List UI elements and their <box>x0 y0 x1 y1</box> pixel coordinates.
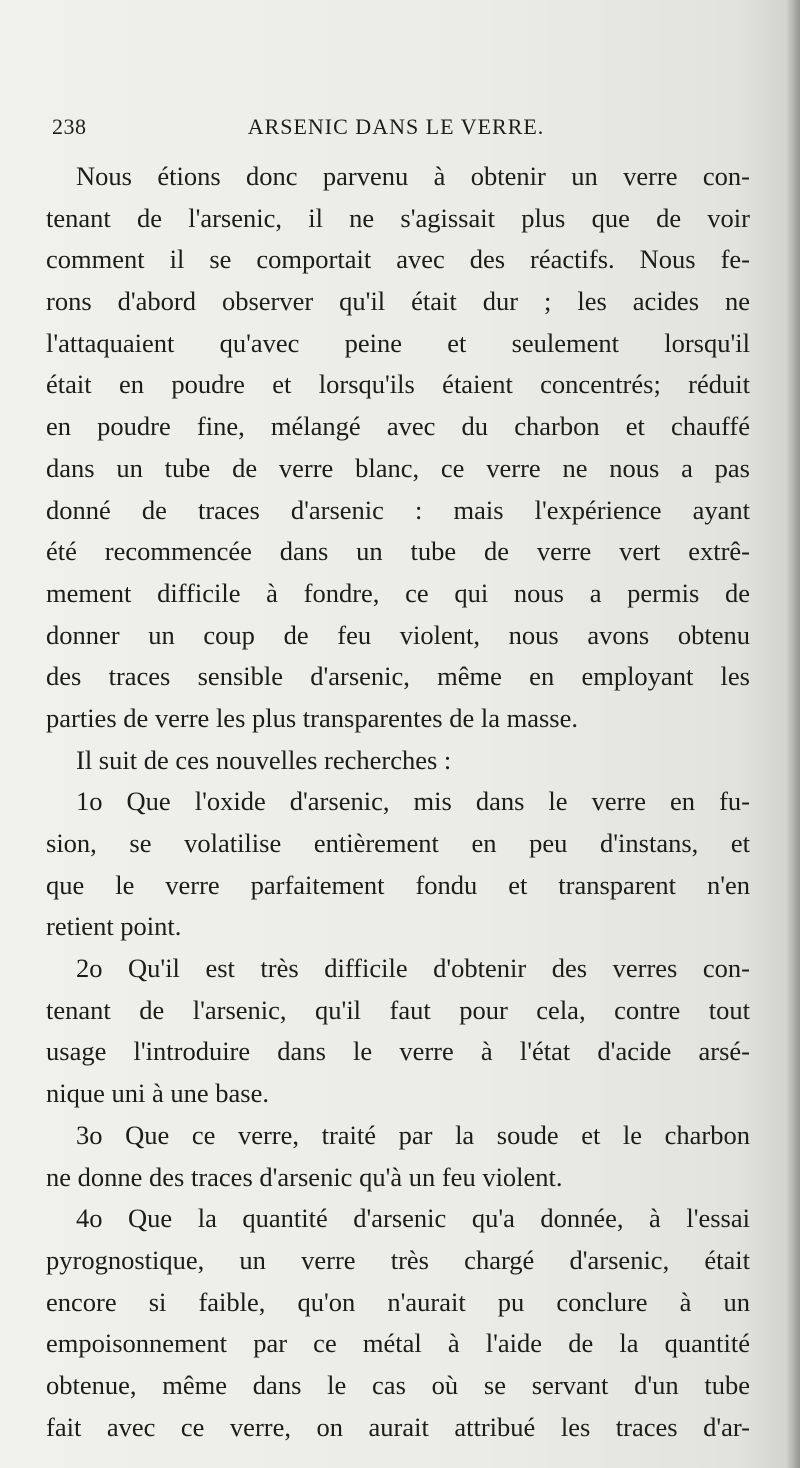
text-line: l'attaquaient qu'avec peine et seulement lorsqu'il <box>46 327 750 358</box>
text-line: encore si faible, qu'on n'aurait pu conclure à un <box>46 1286 750 1317</box>
text-line: mement difficile à fondre, ce qui nous a permis de <box>46 577 750 608</box>
text-line: comment il se comportait avec des réactifs. Nous fe- <box>46 244 750 275</box>
text-line: fait avec ce verre, on aurait attribué les traces d'ar- <box>46 1411 750 1442</box>
text-line: ne donne des traces d'arsenic qu'à un feu violent. <box>46 1161 563 1192</box>
text-line: été recommencée dans un tube de verre vert extrê- <box>46 536 750 567</box>
text-line: 1o Que l'oxide d'arsenic, mis dans le verre en fu- <box>76 786 750 817</box>
text-line: dans un tube de verre blanc, ce verre ne nous a pas <box>46 452 750 483</box>
text-line: des traces sensible d'arsenic, même en employant les <box>46 661 750 692</box>
running-head: ARSENIC DANS LE VERRE. <box>247 114 545 139</box>
text-line: en poudre fine, mélangé avec du charbon et chauffé <box>46 411 750 442</box>
text-line: Il suit de ces nouvelles recherches : <box>76 744 452 775</box>
text-line: donner un coup de feu violent, nous avons obtenu <box>46 619 750 650</box>
text-line: tenant de l'arsenic, qu'il faut pour cela, contre tout <box>46 994 750 1025</box>
text-line: empoisonnement par ce métal à l'aide de la quantité <box>46 1328 750 1359</box>
text-line: rons d'abord observer qu'il était dur ; les acides ne <box>46 286 750 317</box>
page-header <box>46 114 746 144</box>
text-line: retient point. <box>46 911 182 942</box>
text-line: 2o Qu'il est très difficile d'obtenir des verres con- <box>76 953 750 984</box>
text-line: sion, se volatilise entièrement en peu d'instans, et <box>46 828 750 858</box>
page-edge-shadow <box>786 0 800 1468</box>
text-line: 3o Que ce verre, traité par la soude et le charbon <box>76 1119 750 1150</box>
text-line: parties de verre les plus transparentes de la masse. <box>46 702 579 733</box>
text-line: tenant de l'arsenic, il ne s'agissait plus que de voir <box>46 202 750 233</box>
text-line: était en poudre et lorsqu'ils étaient concentrés; réduit <box>46 369 750 400</box>
text-line: nique uni à une base. <box>46 1078 269 1109</box>
text-line: donné de traces d'arsenic : mais l'expérience ayant <box>46 494 750 525</box>
text-line: obtenue, même dans le cas où se servant d'un tube <box>46 1369 750 1400</box>
page-number: 238 <box>52 114 87 139</box>
text-line: Nous étions donc parvenu à obtenir un verre con- <box>76 161 750 191</box>
body-text <box>46 156 750 1448</box>
text-line: pyrognostique, un verre très chargé d'arsenic, était <box>46 1244 750 1275</box>
text-line: 4o Que la quantité d'arsenic qu'a donnée, à l'essai <box>76 1203 750 1234</box>
text-line: usage l'introduire dans le verre à l'état d'acide arsé- <box>46 1036 750 1067</box>
text-line: que le verre parfaitement fondu et transparent n'en <box>46 869 750 900</box>
